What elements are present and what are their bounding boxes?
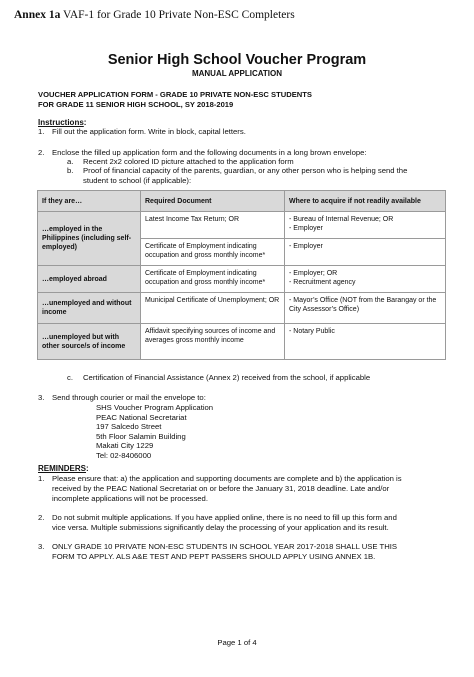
page-number: Page 1 of 4 bbox=[217, 638, 257, 647]
instructions-heading-colon: : bbox=[83, 118, 87, 127]
source-item: - Employer bbox=[289, 242, 441, 251]
page-subtitle: MANUAL APPLICATION bbox=[191, 69, 283, 78]
instruction-2b-letter: b. bbox=[67, 166, 74, 175]
instruction-2b-line-2: student to school (if applicable): bbox=[83, 176, 192, 185]
source-item: - Notary Public bbox=[289, 327, 441, 336]
address-line: 197 Salcedo Street bbox=[96, 422, 162, 431]
reminder-line: FORM TO APPLY. ALS A&E TEST AND PEPT PASSERS SHOULD APPLY USING ANNEX 1B. bbox=[52, 552, 376, 561]
instructions-heading bbox=[38, 118, 86, 127]
reminder-3-text bbox=[52, 542, 448, 562]
mailing-address bbox=[96, 403, 213, 460]
page-title: Senior High School Voucher Program bbox=[107, 52, 367, 68]
column-header-where-to-acquire: Where to acquire if not readily available bbox=[285, 191, 446, 212]
reminder-line: Do not submit multiple applications. If you have applied online, there is no need to fill up this form and bbox=[52, 513, 397, 522]
address-line: 5th Floor Salamin Building bbox=[96, 431, 186, 441]
table-row bbox=[38, 212, 446, 239]
instruction-1-number: 1. bbox=[38, 127, 45, 136]
where-to-acquire-cell bbox=[285, 239, 446, 266]
address-line: SHS Voucher Program Application bbox=[96, 403, 214, 412]
address-line: PEAC National Secretariat bbox=[96, 412, 187, 422]
form-heading-line-1: VOUCHER APPLICATION FORM - GRADE 10 PRIVATE NON-ESC STUDENTS bbox=[38, 90, 312, 99]
reminder-line: vice versa. Multiple submissions significantly delay the processing of your application and its result. bbox=[52, 523, 389, 532]
column-header-required-document: Required Document bbox=[141, 191, 285, 212]
reminder-2-text bbox=[52, 513, 448, 533]
column-header-if-they-are: If they are… bbox=[38, 191, 141, 212]
source-item: - Employer bbox=[289, 224, 441, 233]
reminder-line: Please ensure that: a) the application and supporting documents are complete and b) the application is bbox=[52, 474, 402, 483]
category-cell: …employed in the Philippines (including self-employed) bbox=[38, 212, 141, 266]
reminders-heading-colon: : bbox=[86, 464, 89, 473]
category-cell: …unemployed but with other source/s of income bbox=[38, 324, 141, 360]
documents-table bbox=[37, 190, 446, 360]
required-document-cell: Affidavit specifying sources of income and averages gross monthly income bbox=[141, 324, 285, 360]
table-row bbox=[38, 293, 446, 324]
category-cell: …employed abroad bbox=[38, 266, 141, 293]
form-heading bbox=[38, 90, 458, 110]
reminder-2-number: 2. bbox=[38, 513, 45, 522]
source-item: - Mayor’s Office (NOT from the Barangay or the City Assessor’s Office) bbox=[289, 296, 441, 314]
table-row bbox=[38, 324, 446, 360]
required-document-cell: Certificate of Employment indicating occupation and gross monthly income* bbox=[141, 239, 285, 266]
instruction-3-number: 3. bbox=[38, 393, 45, 402]
instruction-3-text: Send through courier or mail the envelope to: bbox=[52, 393, 206, 402]
reminder-1-number: 1. bbox=[38, 474, 45, 483]
source-item: - Bureau of Internal Revenue; OR bbox=[289, 215, 441, 224]
form-heading-line-2: FOR GRADE 11 SENIOR HIGH SCHOOL, SY 2018-2019 bbox=[38, 100, 234, 109]
instruction-2-text: Enclose the filled up application form and the following documents in a long brown envelope: bbox=[52, 148, 367, 157]
reminders-heading-text: REMINDERS bbox=[38, 464, 87, 473]
category-cell: …unemployed and without income bbox=[38, 293, 141, 324]
address-line: Makati City 1229 bbox=[96, 441, 154, 450]
reminder-line: received by the PEAC National Secretariat on or before the January 31, 2018 deadline. Late and/or bbox=[52, 484, 390, 493]
instruction-2c-letter: c. bbox=[67, 373, 73, 382]
table-row bbox=[38, 266, 446, 293]
where-to-acquire-cell bbox=[285, 324, 446, 360]
reminder-3-number: 3. bbox=[38, 542, 45, 551]
instruction-2a-text: Recent 2x2 colored ID picture attached to the application form bbox=[83, 157, 294, 166]
reminder-1-text bbox=[52, 474, 448, 504]
instruction-2b-line-1: Proof of financial capacity of the parents, guardian, or any other person who is helping send the bbox=[83, 166, 408, 175]
where-to-acquire-cell bbox=[285, 266, 446, 293]
where-to-acquire-cell bbox=[285, 212, 446, 239]
instructions-heading-text: Instructions bbox=[38, 118, 84, 127]
instruction-2c-text: Certification of Financial Assistance (Annex 2) received from the school, if applicable bbox=[83, 373, 371, 382]
annex-description: VAF-1 for Grade 10 Private Non-ESC Completers bbox=[60, 9, 295, 21]
reminders-heading bbox=[38, 464, 89, 473]
table-header-row bbox=[38, 191, 446, 212]
annex-header bbox=[14, 9, 295, 21]
annex-label: Annex 1a bbox=[14, 9, 61, 21]
source-item: - Recruitment agency bbox=[289, 278, 441, 287]
instruction-1-text: Fill out the application form. Write in block, capital letters. bbox=[52, 127, 246, 136]
reminder-line: ONLY GRADE 10 PRIVATE NON-ESC STUDENTS IN SCHOOL YEAR 2017-2018 SHALL USE THIS bbox=[52, 542, 398, 551]
address-line: Tel: 02-8406000 bbox=[96, 450, 152, 460]
required-document-cell: Latest Income Tax Return; OR bbox=[141, 212, 285, 239]
instruction-2-number: 2. bbox=[38, 148, 45, 157]
instruction-2a-letter: a. bbox=[67, 157, 74, 166]
where-to-acquire-cell bbox=[285, 293, 446, 324]
required-document-cell: Certificate of Employment indicating occupation and gross monthly income* bbox=[141, 266, 285, 293]
reminder-line: incomplete applications will not be processed. bbox=[52, 494, 208, 503]
source-item: - Employer; OR bbox=[289, 269, 441, 278]
required-document-cell: Municipal Certificate of Unemployment; OR bbox=[141, 293, 285, 324]
